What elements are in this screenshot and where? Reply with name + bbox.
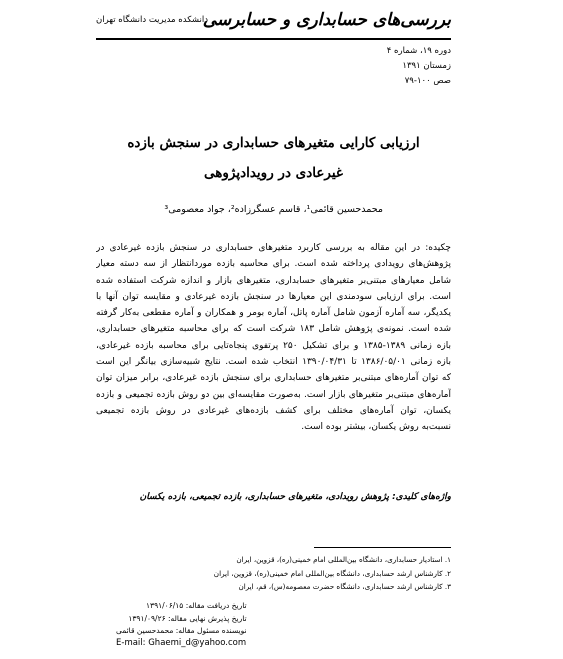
abstract-line: نسبت‌به روش یکسان، بیشتر بوده است. <box>301 422 451 433</box>
accepted-date: تاریخ پذیرش نهایی مقاله: ۱۳۹۱/۰۹/۲۶ <box>128 613 247 623</box>
abstract-line: بازه زمانی ۱۳۸۹-۱۳۸۵ و برای تشکیل ۲۵۰ پرتفوی پنجاه‌تایی برای محاسبه بازده غیرعادی، <box>96 340 451 351</box>
title-line: ارزیابی کارایی متغیرهای حسابداری در سنجش بازده <box>127 135 420 151</box>
abstract-line: آماره‌های مبتنی‌بر متغیرهای بازار است. به‌صورت مقایسه‌ای بین دو روش بازده تجمیعی و بازده <box>96 389 451 400</box>
keywords: واژه‌های کلیدی: پژوهش رویدادی، متغیرهای حسابداری، بازده تجمیعی، بازده یکسان <box>139 492 451 502</box>
university-name: دانشکده مدیریت دانشگاه تهران <box>96 15 209 25</box>
corresponding-author: نویسنده مسئول مقاله: محمدحسین قائمی <box>116 626 247 636</box>
issue-volume: دوره ۱۹، شماره ۴ <box>386 46 451 56</box>
abstract <box>96 240 451 436</box>
abstract-line: است. برای ارزیابی سودمندی این معیارها در سنجش بازده غیرعادی و مقایسه توان آنها با <box>96 291 451 302</box>
abstract-line: بازه زمانی ۱۳۸۶/۰۵/۰۱ تا ۱۳۹۰/۰۴/۳۱ انتخاب شده است. نتایج شبیه‌سازی بیانگر این است <box>96 357 451 368</box>
footnote: ۳. کارشناس ارشد حسابداری، دانشگاه حضرت معصومه(س)، قم، ایران <box>238 582 451 592</box>
abstract-line: شده است. نمونه‌ی پژوهش شامل ۱۸۳ شرکت است که برای محاسبه متغیرهای حسابداری، <box>96 324 451 335</box>
issue-pages: صص ۱۰۰-۷۹ <box>404 76 451 86</box>
footnote: ۱. استادیار حسابداری، دانشگاه بین‌المللی امام خمینی(ره)، قزوین، ایران <box>236 555 451 564</box>
abstract-line: که توان آماره‌های مبتنی‌بر متغیرهای حسابداری برای سنجش بازده غیرعادی، برابر میزان توان <box>96 373 451 384</box>
journal-title: بررسی‌های حسابداری و حسابرسی <box>202 10 451 30</box>
abstract-line: چکیده: در این مقاله به بررسی کاربرد متغیرهای حسابداری در سنجش بازده غیرعادی در <box>96 243 451 253</box>
paper-title <box>96 128 451 188</box>
article-dates <box>116 600 247 638</box>
footnote: ۲. کارشناس ارشد حسابداری، دانشگاه بین‌المللی امام خمینی(ره)، قزوین، ایران <box>213 568 451 578</box>
author-list: محمدحسین قائمی¹، قاسم عسگرزاده²، جواد معصومی³ <box>164 204 383 215</box>
issue-info <box>387 44 451 89</box>
footnote-divider <box>314 547 451 548</box>
abstract-line: پژوهش‌های رویدادی پرداخته شده است. برای محاسبه بازده موردانتظار از سه دسته معیار <box>96 259 451 270</box>
footnotes <box>214 553 451 594</box>
issue-season: زمستان ۱۳۹۱ <box>402 61 451 71</box>
received-date: تاریخ دریافت مقاله: ۱۳۹۱/۰۶/۱۵ <box>146 601 247 610</box>
author-email: E-mail: Ghaemi_d@yahoo.com <box>116 638 247 648</box>
abstract-line: یکدیگر، سه آماره آزمون شامل آماره پاتل، آماره بومر و همکاران و آماره مقطعی به‌کار گرفته <box>96 308 451 319</box>
header-divider <box>96 38 451 40</box>
abstract-line: یکسان، توان آماره‌های مختلف برای کشف بازده‌های غیرعادی در روش بازده تجمیعی <box>96 405 451 416</box>
title-line: غیرعادی در رویدادپژوهی <box>203 165 343 181</box>
abstract-line: شامل معیارهای مبتنی‌بر متغیرهای حسابداری، متغیرهای بازار و اندازه شرکت استفاده شده <box>96 275 451 286</box>
